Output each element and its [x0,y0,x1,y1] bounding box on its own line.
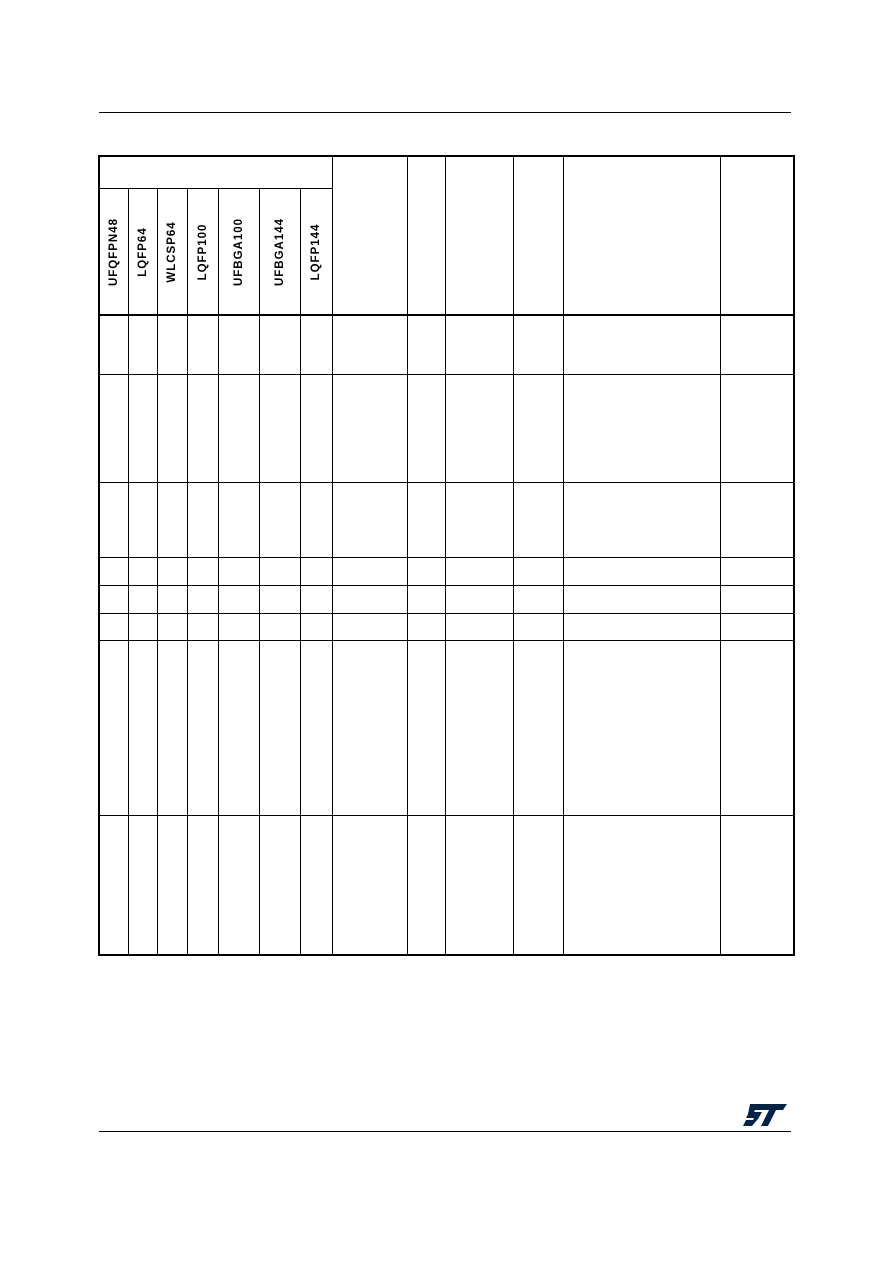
pin-type-header [407,156,445,315]
package-header-wlcsp64 [157,189,187,316]
footer-rule [99,1131,791,1132]
table-row [99,482,794,557]
package-header-lqfp144 [300,189,332,316]
package-header-ufqfpn48 [99,189,128,316]
table-row [99,557,794,585]
table-row [99,613,794,640]
package-label: UFQFPN48 [107,217,120,286]
notes-header [513,156,563,315]
additional-functions-header [720,156,794,315]
table-row [99,815,794,955]
package-header-ufbga100 [218,189,259,316]
header-rule [99,112,791,113]
package-label: LQFP100 [196,223,209,280]
pin-number-group-header [99,156,332,189]
table-row [99,585,794,613]
package-label: LQFP64 [136,226,149,277]
table-row [99,315,794,374]
package-label: WLCSP64 [166,220,178,283]
package-header-lqfp64 [128,189,157,316]
package-label: UFBGA144 [273,217,286,286]
table-row [99,374,794,482]
io-structure-header [445,156,513,315]
alternate-functions-header [563,156,720,315]
package-header-ufbga144 [259,189,300,316]
pinout-table [98,155,795,956]
package-label: UFBGA100 [232,217,245,286]
package-header-lqfp100 [187,189,218,316]
st-logo-icon [742,1103,788,1127]
table-row [99,640,794,815]
pin-name-header [332,156,407,315]
package-label: LQFP144 [310,223,323,280]
